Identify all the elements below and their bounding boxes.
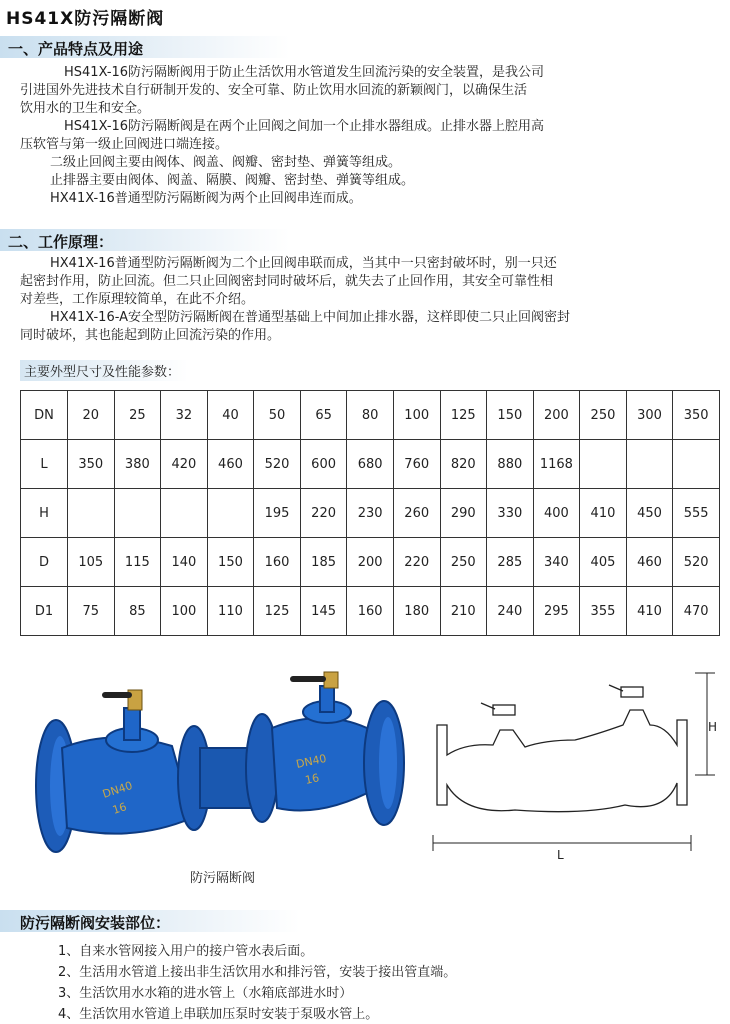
table-cell: 220 (300, 489, 347, 538)
table-cell: 32 (161, 391, 208, 440)
table-cell: 160 (254, 538, 301, 587)
section2-title: 二、工作原理： (8, 233, 114, 251)
document-title: HS41X防污隔断阀 (6, 9, 165, 29)
table-row-h (21, 489, 720, 538)
table-cell: 340 (533, 538, 580, 587)
table-cell: 50 (254, 391, 301, 440)
body-marking-2: 16 (110, 800, 129, 817)
table-cell: 520 (254, 440, 301, 489)
table-cell: 195 (254, 489, 301, 538)
table-cell: 405 (580, 538, 627, 587)
body-marking: DN40 (294, 751, 328, 771)
section2-line: HX41X-16普通型防污隔断阀为二个止回阀串联而成，当其中一只密封破坏时，别一只还 (50, 256, 557, 271)
table-cell: 210 (440, 587, 487, 636)
table-cell: 145 (300, 587, 347, 636)
table-cell: 40 (207, 391, 254, 440)
table-cell: 100 (393, 391, 440, 440)
table-cell: 250 (440, 538, 487, 587)
install-item: 1、自来水管网接入用户的接户管水表后面。 (58, 944, 314, 959)
table-cell: 290 (440, 489, 487, 538)
table-cell: 240 (487, 587, 534, 636)
valve-illustration (36, 672, 404, 852)
table-cell: 250 (580, 391, 627, 440)
table-cell: 295 (533, 587, 580, 636)
row-label: D1 (21, 587, 68, 636)
table-cell: 150 (487, 391, 534, 440)
table-cell: 125 (440, 391, 487, 440)
table-cell: 355 (580, 587, 627, 636)
table-cell: 380 (114, 440, 161, 489)
table-row-dn (21, 391, 720, 440)
table-cell: 410 (626, 587, 673, 636)
table-cell: 760 (393, 440, 440, 489)
table-cell: 880 (487, 440, 534, 489)
table-cell: 400 (533, 489, 580, 538)
table-cell: 555 (673, 489, 720, 538)
table-cell: 25 (114, 391, 161, 440)
table-cell: 410 (580, 489, 627, 538)
table-cell: 300 (626, 391, 673, 440)
table-cell: 80 (347, 391, 394, 440)
table-cell: 820 (440, 440, 487, 489)
table-cell: 350 (68, 440, 115, 489)
table-cell: 180 (393, 587, 440, 636)
table-cell: 150 (207, 538, 254, 587)
table-cell: 160 (347, 587, 394, 636)
table-cell (114, 489, 161, 538)
section1-line: 二级止回阀主要由阀体、阀盖、阀瓣、密封垫、弹簧等组成。 (50, 155, 402, 170)
table-cell: 125 (254, 587, 301, 636)
table-cell: 140 (161, 538, 208, 587)
table-cell (580, 440, 627, 489)
table-cell: 460 (207, 440, 254, 489)
table-row-l (21, 440, 720, 489)
table-cell: 105 (68, 538, 115, 587)
dimension-lines (433, 673, 718, 851)
table-cell: 75 (68, 587, 115, 636)
section3-title: 防污隔断阀安装部位： (20, 914, 171, 932)
table-cell: 420 (161, 440, 208, 489)
spec-table (20, 390, 720, 636)
table-cell: 520 (673, 538, 720, 587)
params-label: 主要外型尺寸及性能参数： (20, 360, 188, 381)
table-cell: 100 (161, 587, 208, 636)
section2-line: 起密封作用，防止回流。但二只止回阀密封同时破坏后，就失去了止回作用，其安全可靠性相 (20, 274, 554, 289)
table-cell: 350 (673, 391, 720, 440)
section1-body (20, 64, 720, 208)
table-cell: 220 (393, 538, 440, 587)
table-cell (626, 440, 673, 489)
row-label: D (21, 538, 68, 587)
section2-line: 对差些，工作原理较简单，在此不介绍。 (20, 292, 255, 307)
section1-line: HX41X-16普通型防污隔断阀为两个止回阀串连而成。 (50, 191, 362, 206)
section1-title: 一、产品特点及用途 (8, 40, 144, 58)
install-item: 2、生活用水管道上接出非生活饮用水和排污管，安装于接出管直端。 (58, 965, 457, 980)
section2-body (20, 255, 720, 345)
table-cell (207, 489, 254, 538)
table-cell: 600 (300, 440, 347, 489)
section2-line: 同时破坏，其也能起到防止回流污染的作用。 (20, 328, 281, 343)
dimension-h-label: H (708, 720, 718, 734)
row-label: L (21, 440, 68, 489)
table-cell: 185 (300, 538, 347, 587)
table-cell: 470 (673, 587, 720, 636)
table-cell: 65 (300, 391, 347, 440)
table-cell (68, 489, 115, 538)
table-cell: 285 (487, 538, 534, 587)
body-marking: DN40 (100, 779, 135, 801)
table-cell: 260 (393, 489, 440, 538)
dimension-drawing (425, 665, 725, 865)
dimension-l-label: L (557, 848, 564, 862)
table-cell: 200 (347, 538, 394, 587)
table-cell: 450 (626, 489, 673, 538)
install-item: 4、生活饮用水管道上串联加压泵时安装于泵吸水管上。 (58, 1007, 379, 1022)
table-cell (161, 489, 208, 538)
body-marking-2: 16 (303, 771, 321, 787)
table-row-d (21, 538, 720, 587)
table-cell: 110 (207, 587, 254, 636)
table-cell: 680 (347, 440, 394, 489)
row-label: H (21, 489, 68, 538)
section1-line: 止排器主要由阀体、阀盖、隔膜、阀瓣、密封垫、弹簧等组成。 (50, 173, 415, 188)
table-cell: 330 (487, 489, 534, 538)
section1-line: HS41X-16防污隔断阀是在两个止回阀之间加一个止排水器组成。止排水器上腔用高 (64, 119, 545, 134)
row-label: DN (21, 391, 68, 440)
section1-line: HS41X-16防污隔断阀用于防止生活饮用水管道发生回流污染的安全装置，是我公司 (64, 65, 545, 80)
table-cell: 1168 (533, 440, 580, 489)
table-cell: 115 (114, 538, 161, 587)
section2-line: HX41X-16-A安全型防污隔断阀在普通型基础上中间加止排水器，这样即使二只止回阀密封 (50, 310, 571, 325)
section1-line: 饮用水的卫生和安全。 (20, 101, 151, 116)
table-cell: 20 (68, 391, 115, 440)
table-cell: 85 (114, 587, 161, 636)
section1-line: 压软管与第一级止回阀进口端连接。 (20, 137, 229, 152)
section1-line: 引进国外先进技术自行研制开发的、安全可靠、防止饮用水回流的新颖阀门，以确保生活 (20, 83, 528, 98)
table-cell: 460 (626, 538, 673, 587)
install-item: 3、生活饮用水水箱的进水管上（水箱底部进水时） (58, 986, 353, 1001)
table-row-d1 (21, 587, 720, 636)
table-cell (673, 440, 720, 489)
table-cell: 230 (347, 489, 394, 538)
table-cell: 200 (533, 391, 580, 440)
product-photo (22, 668, 412, 868)
product-caption: 防污隔断阀 (190, 871, 256, 886)
valve-outline (437, 685, 687, 812)
